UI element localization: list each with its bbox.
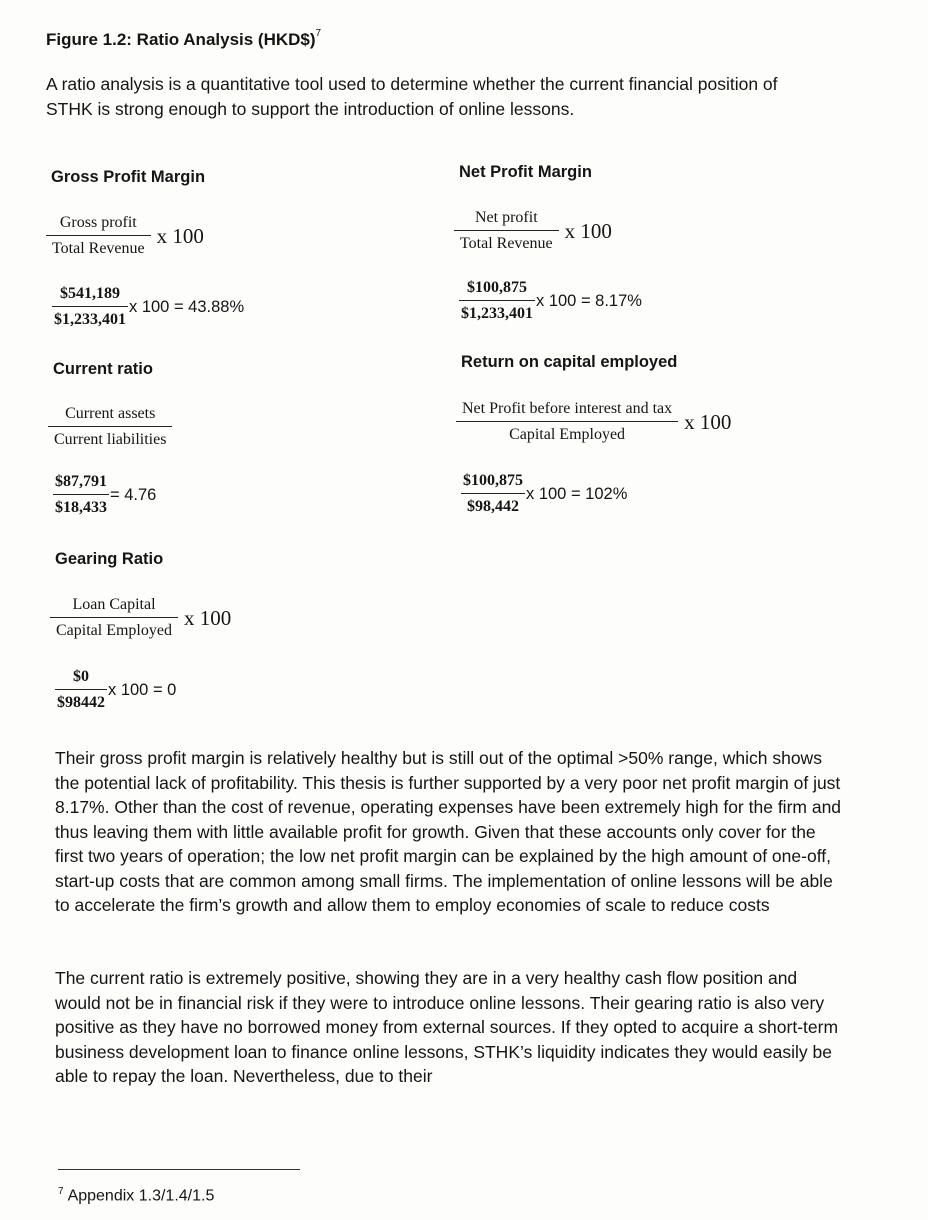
- calc-fraction: [461, 472, 525, 516]
- formula-numerator: Current assets: [48, 405, 172, 427]
- calc-result: x 100 = 43.88%: [129, 297, 245, 316]
- figure-title-text: Figure 1.2: Ratio Analysis (HKD$): [46, 30, 316, 49]
- net-profit-margin-formula: [454, 209, 612, 253]
- calc-denominator: $18,433: [55, 499, 107, 516]
- formula-denominator: Total Revenue: [460, 235, 553, 252]
- formula-multiplier: x 100: [156, 223, 204, 248]
- calc-numerator: $87,791: [53, 473, 109, 495]
- gross-profit-margin-calculation: [52, 285, 244, 329]
- formula-fraction: [50, 596, 178, 640]
- roce-calculation: [461, 472, 627, 516]
- calc-numerator: $100,875: [459, 279, 535, 301]
- figure-title: [46, 30, 321, 50]
- analysis-paragraph-1: Their gross profit margin is relatively healthy but is still out of the optimal >50% range, which shows the potential lack of profitability. This thesis is further supported by a very poor net profit margin of just 8.17%. Other than the cost of revenue, operating expenses have been extremely high for the firm and thus leaving them with little available profit for growth. Given that these accounts only cover for the first two years of operation; the low net profit margin can be explained by the high amount of one-off, start-up costs that are common among small firms. The implementation of online lessons will be able to accelerate the firm’s growth and allow them to employ economies of scale to reduce costs: [55, 748, 842, 915]
- roce-formula: [456, 400, 731, 444]
- formula-numerator: Net profit: [454, 209, 559, 231]
- formula-multiplier: x 100: [183, 605, 232, 630]
- analysis-paragraph-2: The current ratio is extremely positive, showing they are in a very healthy cash flow position and would not be in financial risk if they were to introduce online lessons. Their gearing ratio is also very positive as they have no borrowed money from external sources. If they opted to acquire a short-term business development loan to finance online lessons, STHK’s liquidity indicates they would easily be able to repay the loan. Nevertheless, due to their: [55, 968, 839, 1086]
- formula-numerator: Gross profit: [46, 214, 151, 236]
- formula-fraction: [454, 209, 559, 253]
- calc-numerator: $541,189: [52, 285, 128, 307]
- calc-result: x 100 = 0: [108, 680, 177, 699]
- formula-multiplier: x 100: [684, 409, 732, 434]
- formula-denominator: Total Revenue: [52, 240, 145, 257]
- calc-denominator: $98442: [57, 694, 105, 711]
- footnote-number: 7: [58, 1186, 64, 1197]
- formula-fraction: [456, 400, 678, 444]
- net-profit-margin-calculation: [459, 279, 642, 323]
- calc-result: x 100 = 8.17%: [536, 291, 642, 310]
- formula-fraction: [46, 214, 151, 258]
- formula-denominator: Capital Employed: [56, 622, 172, 639]
- calc-result: = 4.76: [110, 485, 157, 504]
- calc-fraction: [53, 473, 109, 517]
- calc-denominator: $98,442: [467, 498, 519, 515]
- footnote-text: Appendix 1.3/1.4/1.5: [67, 1187, 215, 1205]
- calc-result: x 100 = 102%: [526, 484, 628, 503]
- formula-denominator: Capital Employed: [509, 426, 626, 443]
- calc-denominator: $1,233,401: [461, 305, 533, 322]
- gross-profit-margin-heading: Gross Profit Margin: [51, 168, 206, 186]
- footnote-divider: [58, 1169, 300, 1170]
- intro-paragraph: A ratio analysis is a quantitative tool used to determine whether the current financial position of STHK is strong enough to support the introduction of online lessons.: [46, 74, 778, 119]
- calc-fraction: [459, 279, 535, 323]
- calc-denominator: $1,233,401: [54, 311, 126, 328]
- formula-fraction: [48, 405, 172, 449]
- gearing-ratio-formula: [50, 596, 231, 640]
- net-profit-margin-heading: Net Profit Margin: [459, 163, 592, 181]
- gearing-ratio-calculation: [55, 668, 176, 712]
- formula-denominator: Current liabilities: [54, 431, 167, 448]
- gross-profit-margin-formula: [46, 214, 204, 258]
- formula-multiplier: x 100: [564, 218, 612, 243]
- formula-numerator: Loan Capital: [50, 596, 178, 618]
- current-ratio-heading: Current ratio: [53, 360, 153, 378]
- gearing-ratio-heading: Gearing Ratio: [55, 550, 164, 568]
- calc-numerator: $0: [55, 668, 107, 690]
- current-ratio-calculation: [53, 473, 156, 517]
- footnote: [58, 1186, 214, 1205]
- formula-numerator: Net Profit before interest and tax: [456, 400, 678, 422]
- footnote-ref: 7: [315, 28, 322, 40]
- calc-fraction: [52, 285, 128, 329]
- current-ratio-formula: [48, 405, 172, 449]
- calc-fraction: [55, 668, 107, 712]
- roce-heading: Return on capital employed: [461, 353, 678, 371]
- calc-numerator: $100,875: [461, 472, 525, 494]
